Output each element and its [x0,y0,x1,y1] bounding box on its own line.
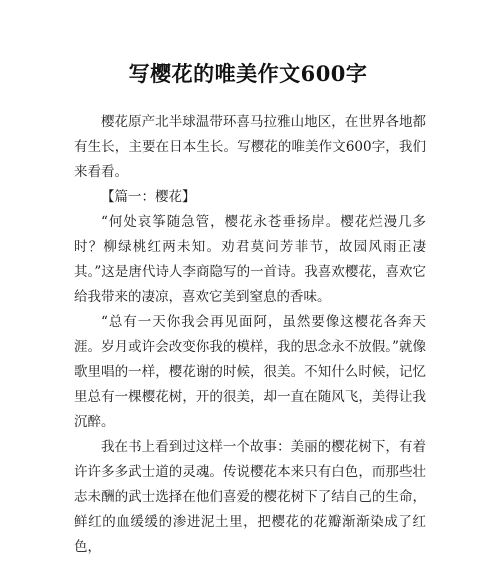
paragraph-story: 我在书上看到过这样一个故事：美丽的樱花树下，有着许许多多武士道的灵魂。传说樱花本来只有白色，而那些壮志未酬的武士选择在他们喜爱的樱花树下了结自己的生命，鲜红的血缓缓的渗进泥土里，把樱花的花瓣渐渐染成了红色， [74,439,426,555]
document-body [74,110,426,560]
paragraph-poem: “何处哀筝随急管，樱花永苍垂扬岸。樱花烂漫几多时？柳绿桃红两未知。劝君莫问芳菲节，故园风雨正凄其。”这是唐代诗人李商隐写的一首诗。我喜欢樱花，喜欢它给我带来的凄凉，喜欢它美到窒息的香味。 [74,214,426,305]
section-heading: 【篇一：樱花】 [101,189,196,205]
paragraph-song: “总有一天你我会再见面阿，虽然要像这樱花各奔天涯。岁月或许会改变你我的模样，我的思念永不放假。”就像歌里唱的一样，樱花谢的时候，很美。不知什么时候，记忆里总有一棵樱花树，开的很美，却一直在随风飞，美得让我沉醉。 [74,314,426,430]
paragraph-intro: 樱花原产北半球温带环喜马拉雅山地区，在世界各地都有生长，主要在日本生长。写樱花的唯美作文600字，我们来看看。 [74,114,426,180]
document-title: 写樱花的唯美作文600字 [128,61,368,86]
